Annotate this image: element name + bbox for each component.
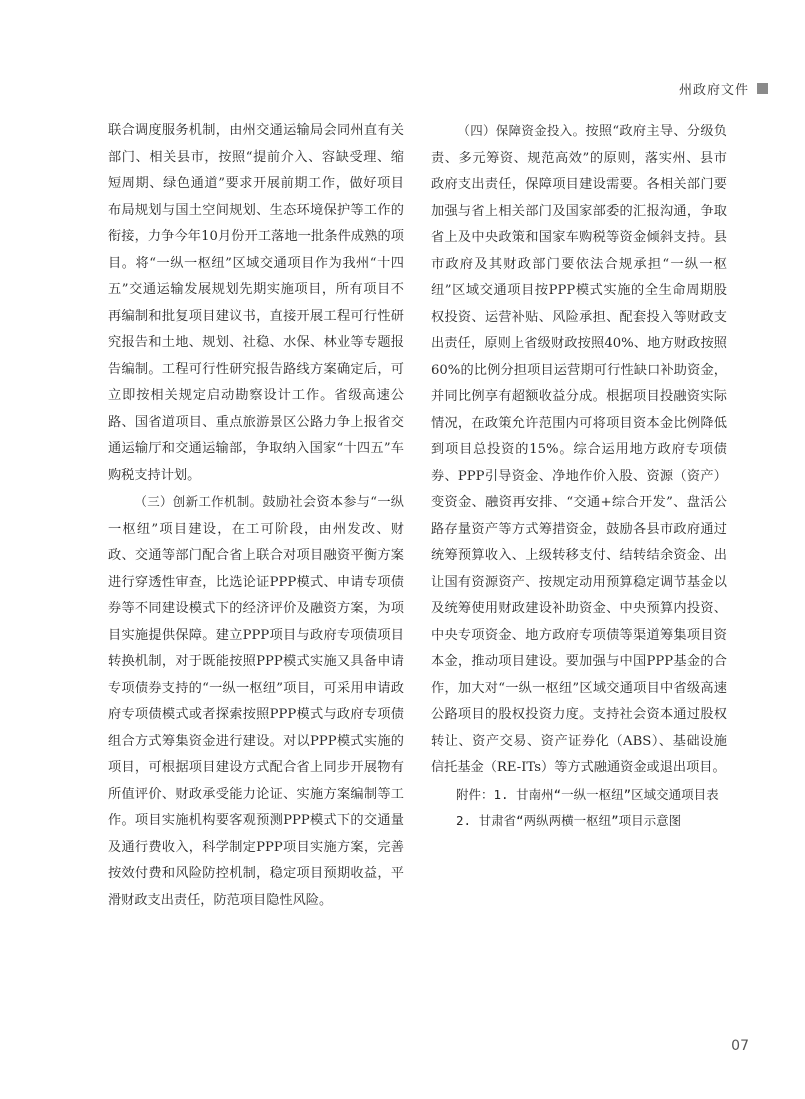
section-heading-funding: （四）保障资金投入。: [457, 123, 586, 138]
right-column: [431, 118, 727, 835]
paragraph-innovation-body: 鼓励社会资本参与“一纵一枢纽”项目建设，在工可阶段，由州发改、财政、交通等部门配合省上联合对项目融资平衡方案进行穿透性审查，比选论证PPP模式、申请专项债券等不同建设模式下的经济评价及融资方案，为项目实施提供保障。建立PPP项目与政府专项债项目转换机制，对于既能按照PPP模式实施又具备申请专项债券支持的“一纵一枢纽”项目，可采用申请政府专项债模式或者探索按照PPP模式与政府专项债组合方式筹集资金进行建设。对以PPP模式实施的项目，可根据项目建设方式配合省上同步开展物有所值评价、财政承受能力论证、实施方案编制等工作。项目实施机构要客观预测PPP模式下的交通量及通行费收入，科学制定PPP项目实施方案，完善按效付费和风险防控机制，稳定项目预期收益，平滑财政支出责任，防范项目隐性风险。: [108, 495, 404, 908]
header-square-marker: [757, 83, 768, 94]
left-column: [108, 118, 404, 914]
page-number: 07: [731, 1038, 749, 1054]
attachment-item-2: 2. 甘肃省“两纵两横一枢纽”项目示意图: [456, 813, 682, 828]
attachment-item-1: 附件：1. 甘南州“一纵一枢纽”区域交通项目表: [456, 786, 719, 802]
paragraph-funding-body: 按照“政府主导、分级负责、多元筹资、规范高效”的原则，落实州、县市政府支出责任，保障项目建设需要。各相关部门要加强与省上相关部门及国家部委的汇报沟通，争取省上及中央政策和国家车购税等资金倾斜支持。县市政府及其财政部门要依法合规承担“一纵一枢纽”区域交通项目按PPP模式实施的全生命周期股权投资、运营补贴、风险承担、配套投入等财政支出责任，原则上省级财政按照40%、地方财政按照60%的比例分担项目运营期可行性缺口补助资金，并同比例享有超额收益分成。根据项目投融资实际情况，在政策允许范围内可将项目资本金比例降低到项目总投资的15%。综合运用地方政府专项债券、PPP引导资金、净地作价入股、资源（资产）变资金、融资再安排、“交通+综合开发”、盘活公路存量资产等方式筹措资金，鼓励各县市政府通过统筹预算收入、上级转移支付、结转结余资金、出让国有资源资产、按规定动用预算稳定调节基金以及统筹使用财政建设补助资金、中央预算内投资、中央专项资金、地方政府专项债等渠道筹集项目资本金，推动项目建设。要加强与中国PPP基金的合作，加大对“一纵一枢纽”区域交通项目中省级高速公路项目的股权投资力度。支持社会资本通过股权转让、资产交易、资产证券化（ABS）、基础设施信托基金（RE-ITs）等方式融通资金或退出项目。: [431, 124, 727, 775]
paragraph-coordination: 联合调度服务机制，由州交通运输局会同州直有关部门、相关县市，按照“提前介入、容缺受理、缩短周期、绿色通道”要求开展前期工作，做好项目布局规划与国土空间规划、生态环境保护等工作的衔接，力争今年10月份开工落地一批条件成熟的项目。将“一纵一枢纽”区域交通项目作为我州“十四五”交通运输发展规划先期实施项目，所有项目不再编制和批复项目建议书，直接开展工程可行性研究报告和土地、规划、社稳、水保、林业等专题报告编制。工程可行性研究报告路线方案确定后，可立即按相关规定启动勘察设计工作。省级高速公路、国省道项目、重点旅游景区公路力争上报省交通运输厅和交通运输部，争取纳入国家“十四五”车购税支持计划。: [108, 123, 404, 483]
paragraph-funding: [431, 118, 727, 782]
section-heading-innovation: （三）创新工作机制。: [134, 494, 263, 509]
running-header: [679, 79, 768, 98]
header-label: 州政府文件: [678, 83, 749, 98]
paragraph-innovation: [108, 489, 404, 914]
